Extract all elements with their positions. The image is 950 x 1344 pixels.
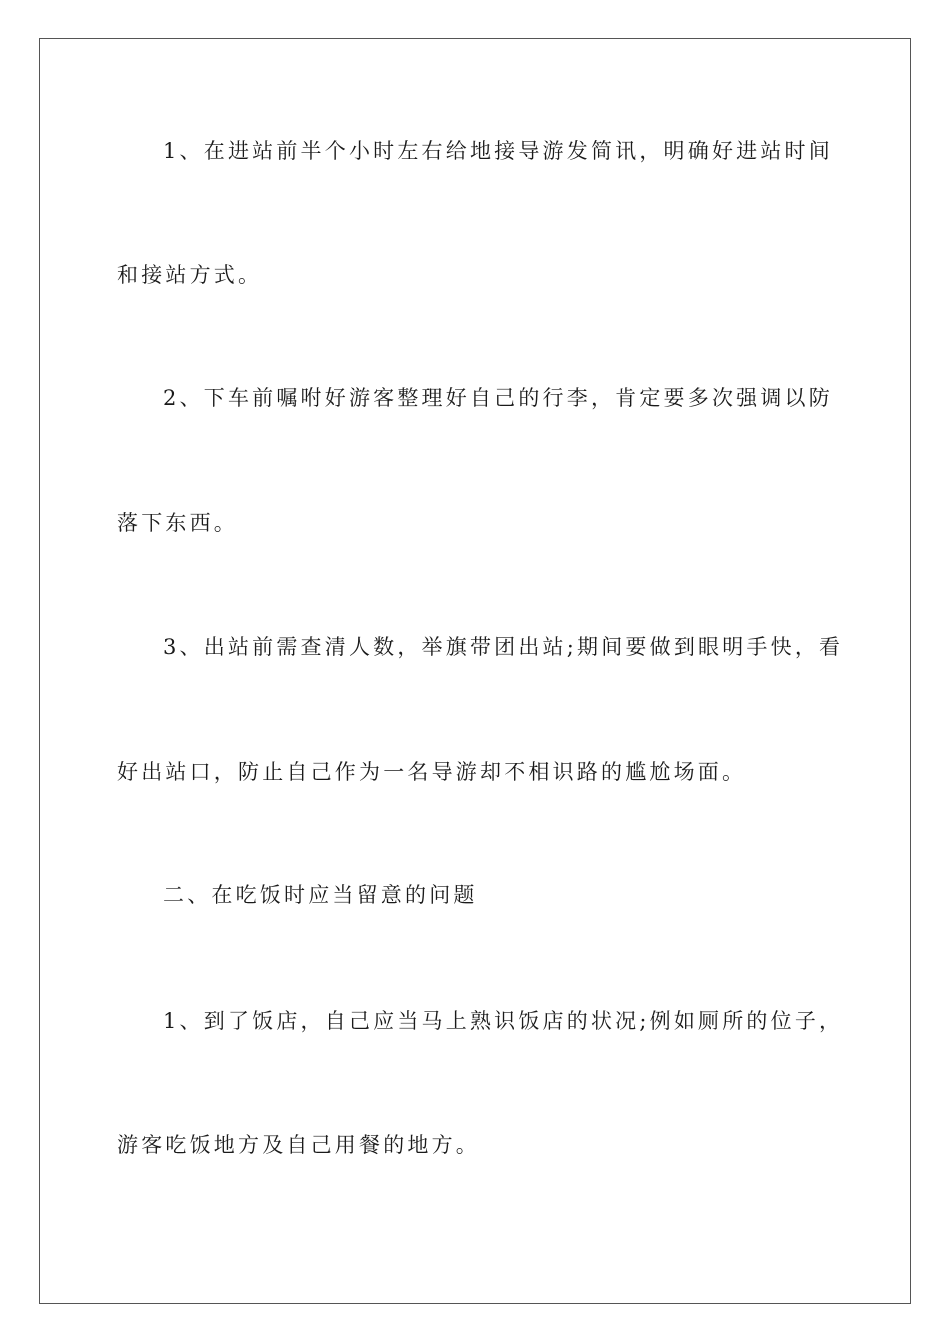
- page-border: [39, 38, 911, 1304]
- paragraph-2-line-2: 落下东西。: [117, 511, 238, 535]
- paragraph-3-line-1: 3、出站前需查清人数，举旗带团出站;期间要做到眼明手快，看: [163, 635, 844, 659]
- section-heading: 二、在吃饭时应当留意的问题: [163, 883, 478, 907]
- paragraph-3-line-2: 好出站口，防止自己作为一名导游却不相识路的尴尬场面。: [117, 760, 747, 784]
- paragraph-4-line-2: 游客吃饭地方及自己用餐的地方。: [117, 1133, 480, 1157]
- paragraph-1-line-1: 1、在进站前半个小时左右给地接导游发简讯，明确好进站时间: [163, 139, 833, 163]
- paragraph-1-line-2: 和接站方式。: [117, 263, 263, 287]
- paragraph-4-line-1: 1、到了饭店，自己应当马上熟识饭店的状况;例如厕所的位子，: [163, 1009, 844, 1033]
- paragraph-2-line-1: 2、下车前嘱咐好游客整理好自己的行李，肯定要多次强调以防: [163, 386, 833, 410]
